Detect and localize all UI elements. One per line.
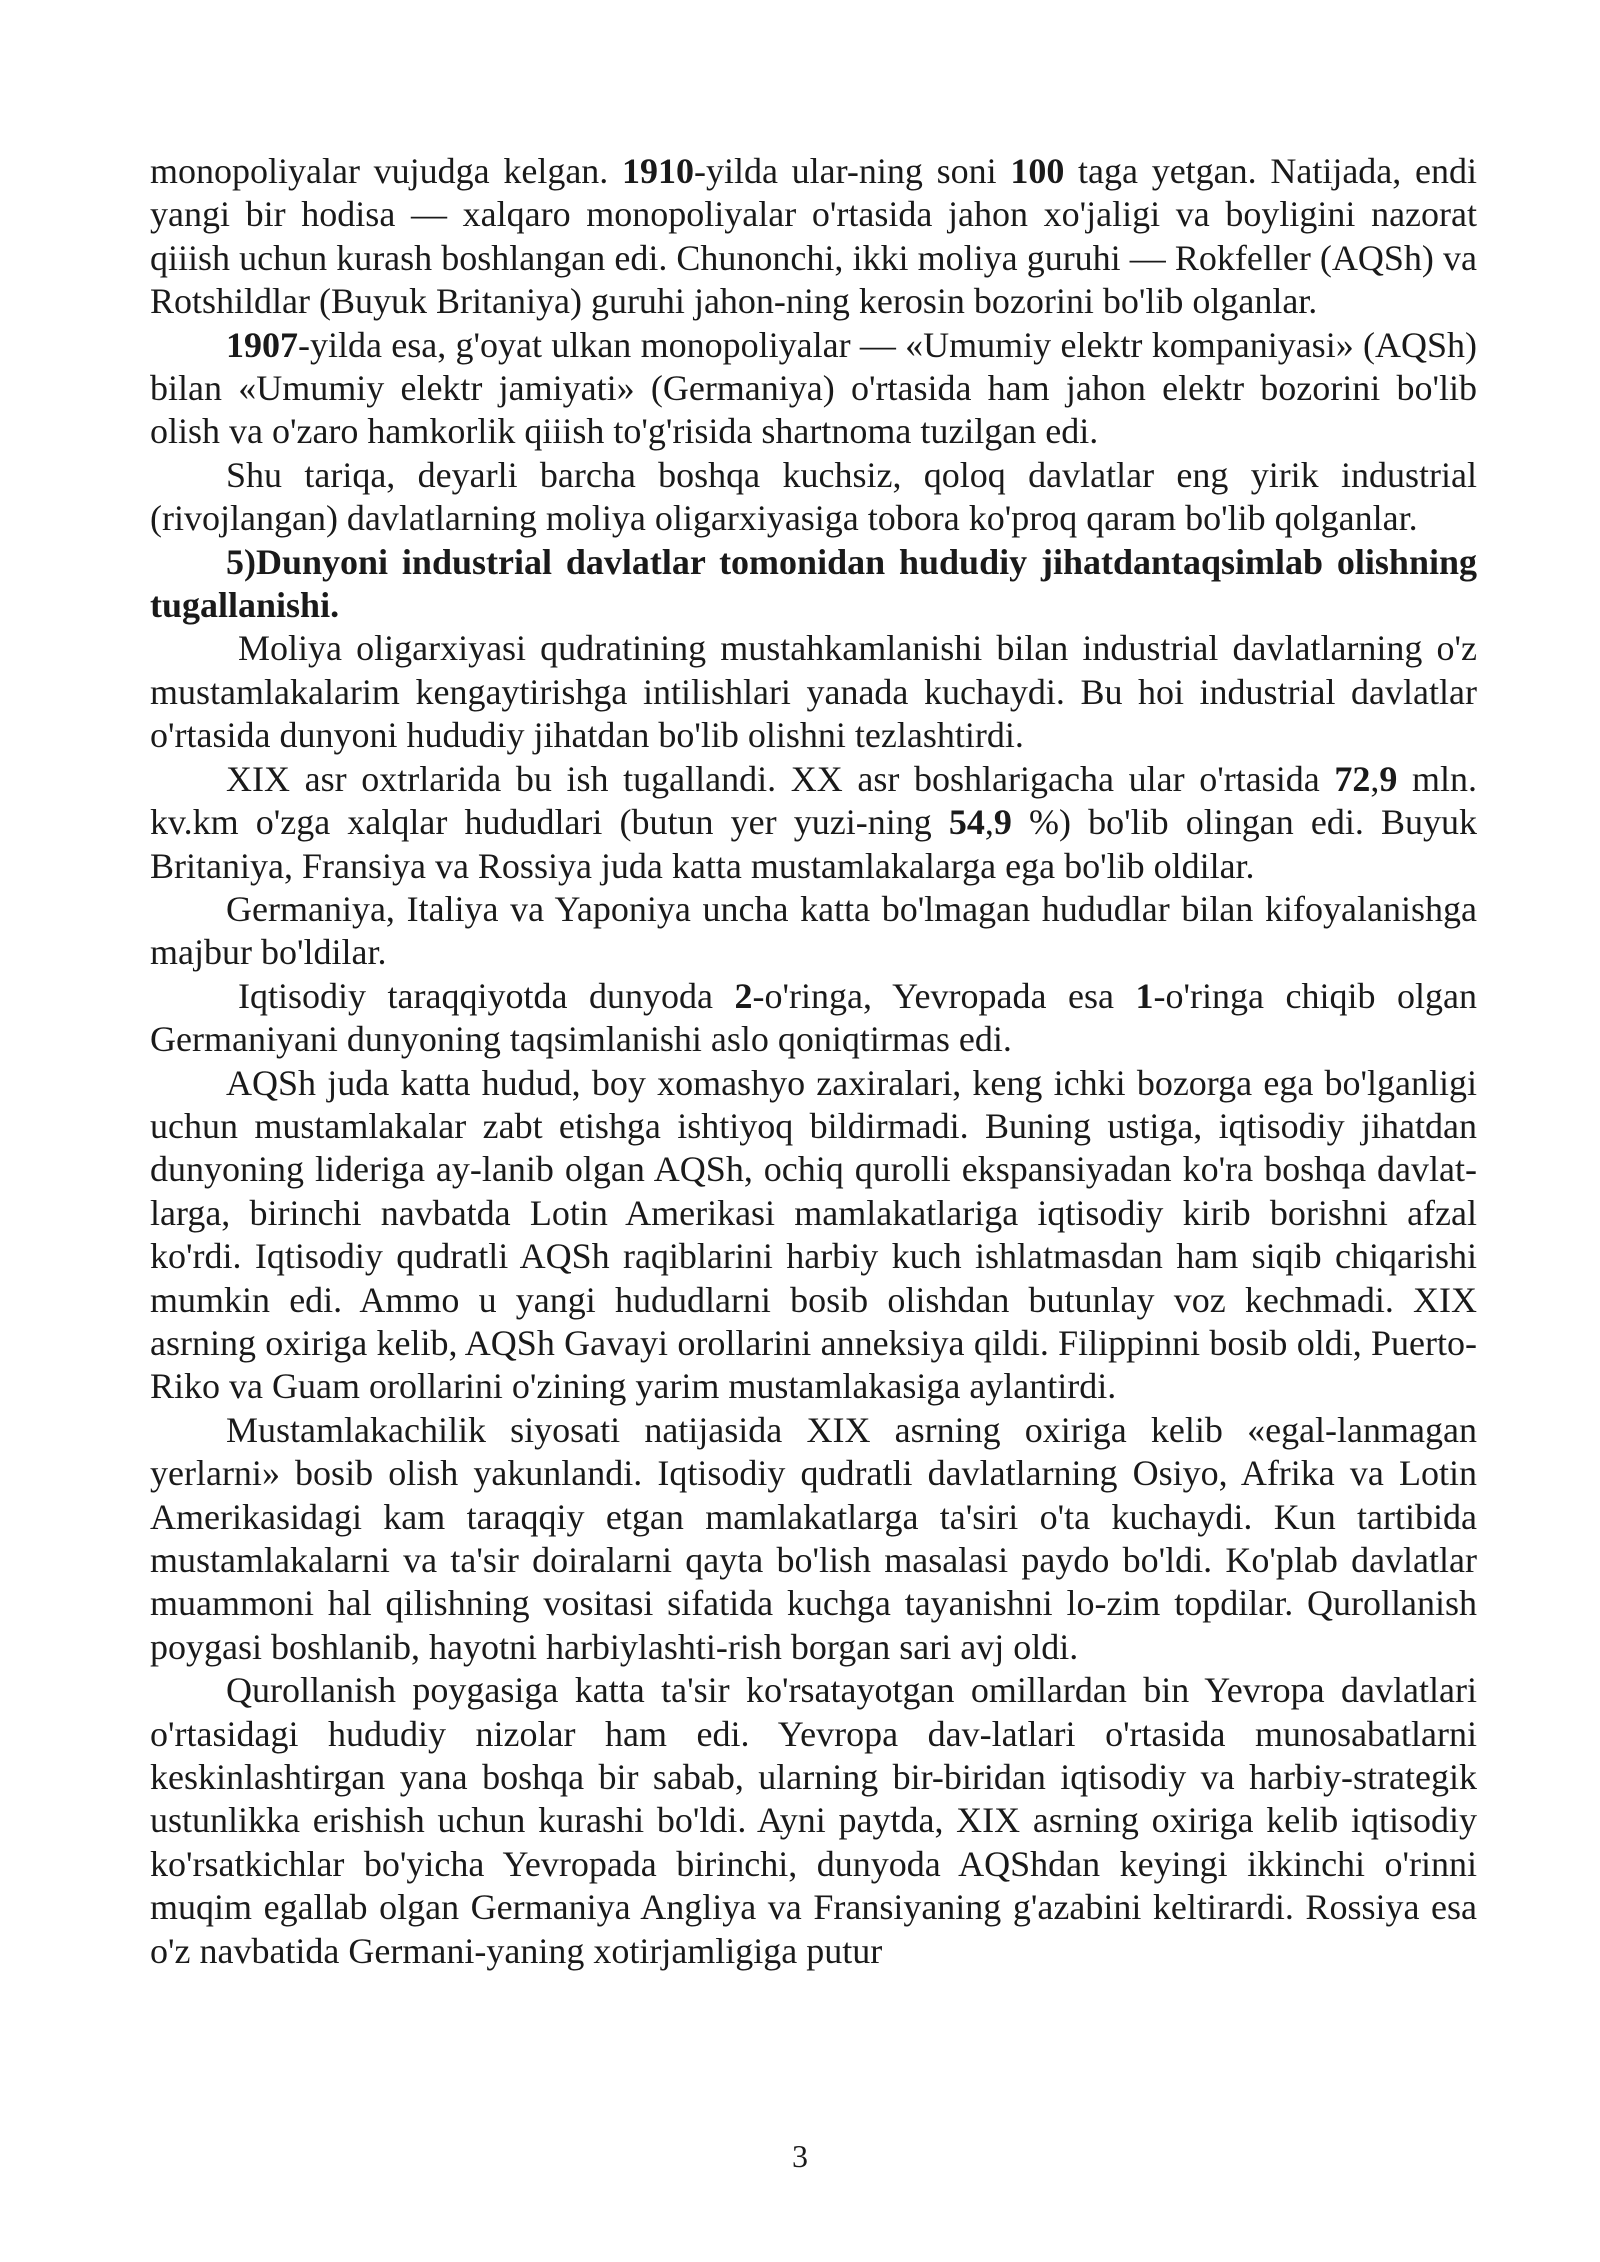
text-run: mln. kv.km o'zga xalqlar hududlari (butun yer yuzi-ning — [150, 758, 1477, 843]
paragraph-oligarchy: Moliya oligarxiyasi qudratining mustahkamlanishi bilan industrial davlatlarning o'z mustamlakalarim kengaytirishga intilishlari yanada kuchaydi. Bu hoi industrial davlatlar o'rtasida dunyoni hududiy jihatdan bo'lib olishni tezlashtirdi. — [150, 628, 1477, 756]
text-run: -yilda ular-ning soni — [694, 151, 1011, 191]
bold-year: 1907 — [226, 324, 298, 365]
text-run: -yilda esa, g'oyat ulkan monopoliyalar — «Umumiy elektr kompaniyasi» (AQSh) bilan «Umumiy elektr jamiyati» (Germaniya) o'rtasida ham jahon elektr bozorini bo'lib olish va o'zaro hamkorlik qiiish to'g'risida shartnoma tuzilgan edi. — [150, 324, 1477, 452]
paragraph-colonialism: Mustamlakachilik siyosati natijasida XIX asrning oxiriga kelib «egal-lanmagan yerlarni» bosib olish yakunlandi. Iqtisodiy qudratli davlatlarning Osiyo, Afrika va Lotin Amerikasidagi kam taraqqiy etgan mamlakatlarga ta'siri o'ta kuchaydi. Kun tartibida mustamlakalarni va ta'sir doiralarni qayta bo'lish masalasi paydo bo'ldi. Ko'plab davlatlar muammoni hal qilishning vositasi sifatida kuchga tayanishni lo-zim topdilar. Qurollanish poygasi boshlanib, hayotni harbiylashti-rish borgan sari avj oldi. — [150, 1409, 1477, 1667]
paragraph-arms-race: Qurollanish poygasiga katta ta'sir ko'rsatayotgan omillardan bin Yevropa davlatlari o'rtasidagi hududiy nizolar ham edi. Yevropa dav-latlari o'rtasida munosabatlarni keskinlashtirgan yana boshqa bir sabab, ularning bir-biridan iqtisodiy va harbiy-strategik ustunlikka erishish uchun kurashi bo'ldi. Ayni paytda, XIX asrning oxiriga kelib iqtisodiy ko'rsatkichlar bo'yicha Yevropada birinchi, dunyoda AQShdan keyingi ikkinchi o'rinni muqim egallab olgan Germaniya Angliya va Fransiyaning g'azabini keltirardi. Rossiya esa o'z navbatida Germani-yaning xotirjamligiga putur — [150, 1670, 1477, 1971]
section-heading — [150, 541, 1477, 628]
bold-year: 1910 — [622, 151, 694, 191]
paragraph-germany-italy-japan: Germaniya, Italiya va Yaponiya uncha katta bo'lmagan hududlar bilan kifoyalanishga majbur bo'ldilar. — [150, 888, 1477, 973]
document-page — [150, 150, 1477, 1973]
bold-number: 72 — [1334, 758, 1371, 799]
bold-number: 9 — [1379, 758, 1398, 799]
paragraph-usa: AQSh juda katta hudud, boy xomashyo zaxiralari, keng ichki bozorga ega bo'lganligi uchun mustamlakalar zabt etishga ishtiyoq bildirmadi. Buning ustiga, iqtisodiy jihatdan dunyoning lideriga ay-lanib olgan AQSh, ochiq qurolli ekspansiyadan ko'ra boshqa davlat-larga, birinchi navbatda Lotin Amerikasi mamlakatlariga iqtisodiy kirib borishni afzal ko'rdi. Iqtisodiy qudratli AQSh raqiblarini harbiy kuch ishlatmasdan ham siqib chiqarishi mumkin edi. Ammo u yangi hududlarni bosib olishdan butunlay voz kechmadi. XIX asrning oxiriga kelib, AQSh Gavayi orollarini anneksiya qildi. Filippinni bosib oldi, Puerto-Riko va Guam orollarini o'zining yarim mustamlakasiga aylantirdi. — [150, 1062, 1477, 1407]
text-run: XIX asr oxtrlarida bu ish tugallandi. XX asr boshlarigacha ular o'rtasida — [226, 758, 1335, 799]
paragraph-monopolies — [150, 150, 1477, 324]
text-run: -o'ringa chiqib olgan Germaniyani dunyoning taqsimlanishi aslo qoniqtirmas edi. — [150, 975, 1477, 1060]
bold-number: 1 — [1135, 975, 1154, 1016]
text-run: monopoliyalar vujudga kelgan. — [150, 151, 622, 191]
paragraph-xix-century — [150, 758, 1477, 888]
text-run: , — [984, 802, 994, 843]
bold-number: 9 — [993, 802, 1012, 843]
paragraph-germany-rank — [150, 975, 1477, 1062]
text-run: Iqtisodiy taraqqiyotda dunyoda — [238, 975, 735, 1016]
text-run: , — [1370, 758, 1380, 799]
section-heading-text: 5)Dunyoni industrial davlatlar tomonidan hududiy jihatdantaqsimlab olishning tugallanishi. — [150, 541, 1477, 626]
bold-number: 54 — [948, 802, 985, 843]
text-run: %) bo'lib olingan edi. Buyuk Britaniya, Fransiya va Rossiya juda katta mustamlakalarga ega bo'lib oldilar. — [150, 802, 1477, 886]
text-run: taga yetgan. Natijada, endi yangi bir hodisa — xalqaro monopoliyalar o'rtasida jahon xo'jaligi va boyligini nazorat qiiish uchun kurash boshlangan edi. Chunonchi, ikki moliya guruhi — Rokfeller (AQSh) va Rotshildlar (Buyuk Britaniya) guruhi jahon-ning kerosin bozorini bo'lib olganlar. — [150, 151, 1477, 322]
paragraph-dependence: Shu tariqa, deyarli barcha boshqa kuchsiz, qoloq davlatlar eng yirik industrial (rivojlangan) davlatlarning moliya oligarxiyasiga tobora ko'proq qaram bo'lib qolganlar. — [150, 454, 1477, 539]
bold-number: 100 — [1010, 151, 1065, 191]
bold-number: 2 — [734, 975, 753, 1016]
text-run: -o'ringa, Yevropada esa — [752, 975, 1136, 1016]
paragraph-1907 — [150, 324, 1477, 454]
page-number: 3 — [792, 2138, 808, 2174]
